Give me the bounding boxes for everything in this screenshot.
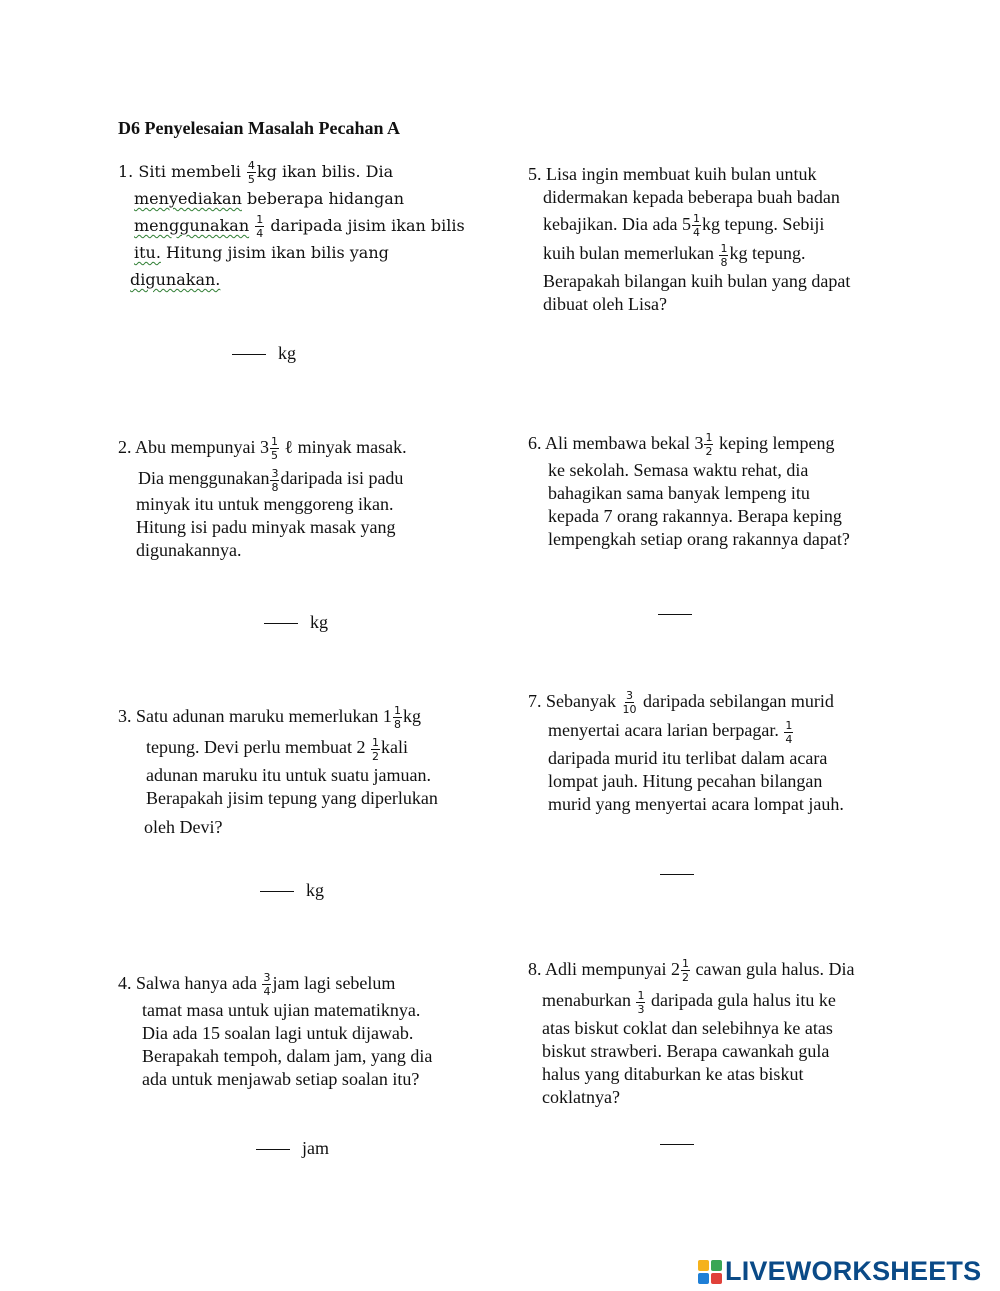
- answer-blank[interactable]: [260, 891, 294, 892]
- answer-1: [232, 343, 296, 364]
- question-3: 3. Satu adunan maruku memerlukan 1 $\frac{1}{8}$ kg tepung. Devi perlu membuat 2 $\frac{1}{2}$ kali adunan maruku itu untuk suatu jamuan. Berapakah jisim tepung yang diperlukan oleh Devi?: [118, 704, 438, 837]
- logo-text: LIVEWORKSHEETS: [725, 1256, 982, 1286]
- fraction: $\frac{1}{2}$: [371, 735, 379, 763]
- answer-unit: kg: [306, 880, 324, 900]
- fraction: $\frac{1}{4}$: [785, 718, 793, 746]
- fraction: $\frac{3}{8}$: [271, 466, 279, 494]
- fraction: $\frac{1}{2}$: [705, 431, 713, 459]
- question-8: 8. Adli mempunyai 2 $\frac{1}{2}$ cawan gula halus. Dia menaburkan $\frac{1}{3}$ daripada gula halus itu ke atas biskut coklat dan selebihnya ke atas biskut strawberi. Berapa cawankah gula halus yang ditaburkan ke atas biskut coklatnya?: [528, 957, 855, 1107]
- fraction: $\frac{3}{4}$: [263, 971, 271, 999]
- answer-3: [260, 880, 324, 901]
- answer-4: [256, 1138, 329, 1159]
- logo-tile: [698, 1273, 709, 1284]
- answer-unit: jam: [302, 1138, 329, 1158]
- fraction: $\frac{1}{8}$: [393, 704, 401, 732]
- answer-unit: kg: [278, 343, 296, 363]
- logo-tile: [711, 1260, 722, 1271]
- logo-tile: [711, 1273, 722, 1284]
- fraction: $\frac{1}{5}$: [271, 435, 278, 463]
- fraction: $\frac{1}{2}$: [682, 957, 689, 985]
- answer-blank[interactable]: [264, 623, 298, 624]
- answer-blank[interactable]: [660, 1144, 694, 1145]
- question-5: 5. Lisa ingin membuat kuih bulan untuk didermakan kepada beberapa buah badan kebajikan. Dia ada 5 $\frac{1}{4}$ kg tepung. Sebiji kuih bulan memerlukan $\frac{1}{8}$ kg tepung. Berapakah bilangan kuih bulan yang dapat dibuat oleh Lisa?: [528, 164, 851, 314]
- question-7: 7. Sebanyak $\frac{3}{10}$ daripada sebilangan murid menyertai acara larian berpagar. $\frac{1}{4}$ daripada murid itu terlibat dalam acara lompat jauh. Hitung pecahan bilangan murid yang menyertai acara lompat jauh.: [528, 689, 844, 814]
- fraction: $\frac{1}{4}$: [256, 213, 264, 240]
- fraction: $\frac{1}{4}$: [692, 212, 700, 240]
- fraction: $\frac{4}{5}$: [247, 159, 255, 186]
- worksheet-title: D6 Penyelesaian Masalah Pecahan A: [118, 118, 400, 138]
- answer-7: [660, 874, 694, 884]
- answer-2: [264, 612, 328, 633]
- liveworksheets-logo: [698, 1256, 981, 1287]
- answer-unit: kg: [310, 612, 328, 632]
- question-1: 1. Siti membeli $\frac{4}{5}$ kg ikan bilis. Dia menyediakan beberapa hidangan menggunakan $\frac{1}{4}$ daripada jisim ikan bilis itu. Hitung jisim ikan bilis yang digunakan.: [118, 159, 465, 289]
- logo-tiles-icon: [698, 1260, 722, 1284]
- fraction: $\frac{1}{3}$: [637, 988, 645, 1016]
- answer-blank[interactable]: [660, 874, 694, 875]
- answer-6: [658, 614, 692, 624]
- fraction: $\frac{1}{8}$: [720, 241, 728, 269]
- question-4: 4. Salwa hanya ada $\frac{3}{4}$ jam lagi sebelum tamat masa untuk ujian matematiknya. Dia ada 15 soalan lagi untuk dijawab. Berapakah tempoh, dalam jam, yang dia ada untuk menjawab setiap soalan itu?: [118, 971, 433, 1090]
- answer-blank[interactable]: [232, 354, 266, 355]
- answer-blank[interactable]: [256, 1149, 290, 1150]
- answer-blank[interactable]: [658, 614, 692, 615]
- answer-8: [660, 1144, 694, 1154]
- question-6: 6. Ali membawa bekal 3 $\frac{1}{2}$ keping lempeng ke sekolah. Semasa waktu rehat, dia bahagikan sama banyak lempeng itu kepada 7 orang rakannya. Berapa keping lempengkah setiap orang rakannya dapat?: [528, 431, 850, 550]
- question-2: 2. Abu mempunyai 3 $\frac{1}{5}$ ℓ minyak masak. Dia menggunakan $\frac{3}{8}$ daripada isi padu minyak itu untuk menggoreng ikan. Hitung isi padu minyak masak yang digunakannya.: [118, 435, 407, 560]
- logo-tile: [698, 1260, 709, 1271]
- fraction: $\frac{3}{10}$: [622, 689, 637, 717]
